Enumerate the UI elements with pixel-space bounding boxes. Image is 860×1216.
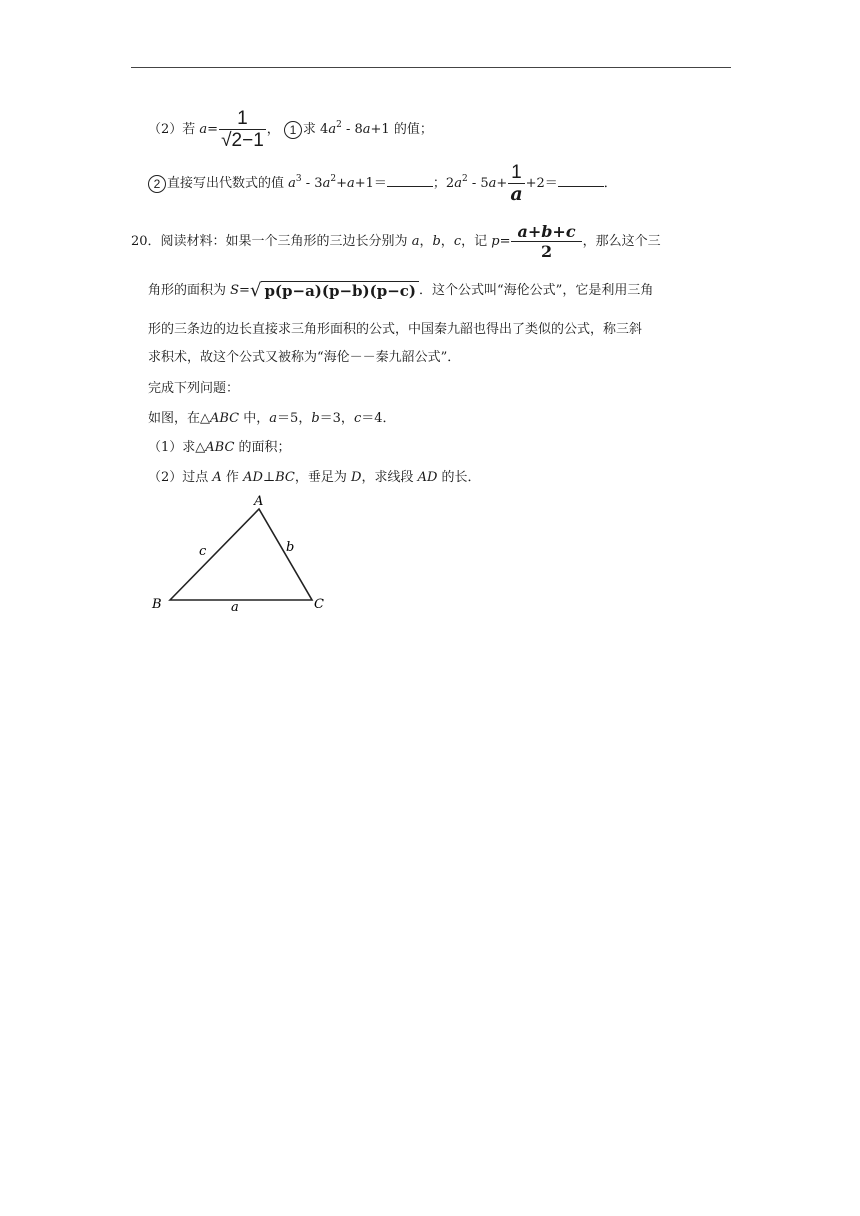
- item2-text-b: - 3: [301, 176, 323, 191]
- vertex-label-C: C: [314, 597, 324, 612]
- exponent: 2: [330, 174, 337, 184]
- text: ，垂足为: [294, 470, 351, 485]
- frac-numerator: 1: [237, 108, 248, 129]
- header-rule: [131, 67, 731, 68]
- item1-text-c: +1 的值；: [370, 122, 433, 137]
- segment-AD: AD: [417, 470, 438, 485]
- answer-blank-1: [387, 173, 433, 187]
- var-c: c: [453, 234, 462, 249]
- text: （2）过点: [148, 470, 213, 485]
- var-a: a: [346, 176, 355, 191]
- var-a: a: [454, 176, 462, 191]
- item2-end: ．: [603, 176, 617, 191]
- q20-line-3: [148, 318, 642, 337]
- part-label: （2）若: [148, 122, 196, 137]
- text: =: [239, 283, 250, 298]
- frac-denominator: a: [510, 183, 523, 205]
- text: 完成下列问题：: [148, 381, 240, 396]
- text: 的面积；: [234, 440, 291, 455]
- triangle-abc-figure: [140, 492, 340, 622]
- item2-text-e: - 5: [467, 176, 489, 191]
- question-number: 20．: [131, 234, 161, 249]
- text: 求积术，故这个公式又被称为“海伦－－秦九韶公式”．: [148, 350, 461, 365]
- var-a: a=: [199, 122, 219, 137]
- text: ，: [440, 234, 454, 249]
- text: 如图，在△: [148, 411, 210, 426]
- q20-line-2: [148, 279, 653, 301]
- var-a: a: [362, 122, 371, 137]
- text: ＝5，: [277, 411, 312, 426]
- text: ＝4．: [361, 411, 396, 426]
- text: 阅读材料：如果一个三角形的三边长分别为: [160, 234, 412, 249]
- perp-symbol: ⊥: [262, 470, 276, 485]
- q20-line-6: [148, 407, 396, 426]
- radical-sign: √: [249, 280, 262, 301]
- side-label-a: a: [231, 600, 239, 615]
- var-c: c: [353, 411, 362, 426]
- text: ，求线段: [361, 470, 418, 485]
- q19-item2-line: [148, 162, 617, 205]
- item2-text-a: 直接写出代数式的值: [167, 176, 289, 191]
- var-b: b: [311, 411, 320, 426]
- text: ，: [419, 234, 433, 249]
- radicand: p(p−a)(p−b)(p−c): [261, 281, 419, 300]
- circled-number-2: 2: [148, 175, 166, 193]
- frac-denominator: 2: [511, 241, 581, 261]
- q20-line-5: [148, 377, 239, 396]
- segment-BC: BC: [275, 470, 295, 485]
- item2-text-c: +: [336, 176, 347, 191]
- item2-text-g: +2＝: [525, 176, 558, 191]
- segment-AD: AD: [243, 470, 263, 485]
- separator: ，: [266, 122, 280, 137]
- exponent: 3: [295, 174, 302, 184]
- var-a: a: [411, 234, 420, 249]
- item2-text-f: +: [496, 176, 508, 191]
- text: ．这个公式叫“海伦公式”，它是利用三角: [419, 283, 654, 298]
- var-a: a: [488, 176, 497, 191]
- var-a: a: [288, 176, 296, 191]
- var-a: a: [322, 176, 331, 191]
- text: 的长．: [437, 470, 481, 485]
- circled-number-1: 1: [284, 121, 302, 139]
- q20-line-7: [148, 436, 291, 455]
- q20-line-8: [148, 466, 481, 485]
- fraction-1-over-sqrt2-minus-1: [219, 108, 266, 151]
- answer-blank-2: [558, 173, 604, 187]
- fraction-1-over-a: [508, 162, 524, 205]
- exponent: 2: [461, 174, 468, 184]
- vertex-label-A: A: [254, 494, 264, 509]
- point-A: A: [212, 470, 222, 485]
- item1-text-a: 求 4: [302, 122, 329, 137]
- q19-part2-line: [148, 108, 433, 151]
- item2-sep: ；2: [432, 176, 455, 191]
- frac-numerator: 1: [511, 162, 522, 183]
- vertex-label-B: B: [152, 597, 162, 612]
- fraction-p: [511, 222, 581, 261]
- var-b: b: [432, 234, 441, 249]
- text: （1）求△: [148, 440, 206, 455]
- frac-denominator: √2−1: [221, 130, 264, 151]
- heron-sqrt: [250, 280, 419, 301]
- side-label-c: c: [199, 544, 207, 559]
- text: ，那么这个三: [582, 234, 661, 249]
- var-a: a: [269, 411, 278, 426]
- triangle-name: ABC: [205, 440, 235, 455]
- text: 形的三条边的边长直接求三角形面积的公式，中国秦九韶也得出了类似的公式，称三斜: [148, 322, 643, 337]
- var-a: a: [328, 122, 337, 137]
- item1-text-b: - 8: [341, 122, 363, 137]
- text: =: [499, 234, 511, 249]
- var-S: S: [230, 283, 240, 298]
- item2-text-d: +1＝: [354, 176, 387, 191]
- frac-numerator: a+b+c: [517, 222, 576, 241]
- minus-one: −1: [242, 130, 264, 151]
- radicand: 2: [231, 130, 243, 151]
- triangle-name: ABC: [210, 411, 240, 426]
- side-label-b: b: [286, 540, 295, 555]
- text: ＝3，: [319, 411, 354, 426]
- var-p: p: [491, 234, 500, 249]
- q20-line-4: [148, 346, 460, 365]
- q20-line-1: [131, 222, 661, 261]
- text: 角形的面积为: [148, 283, 231, 298]
- text: 作: [221, 470, 244, 485]
- exponent: 2: [336, 120, 342, 130]
- text: 中，: [239, 411, 270, 426]
- text: ，记: [461, 234, 492, 249]
- point-D: D: [351, 470, 362, 485]
